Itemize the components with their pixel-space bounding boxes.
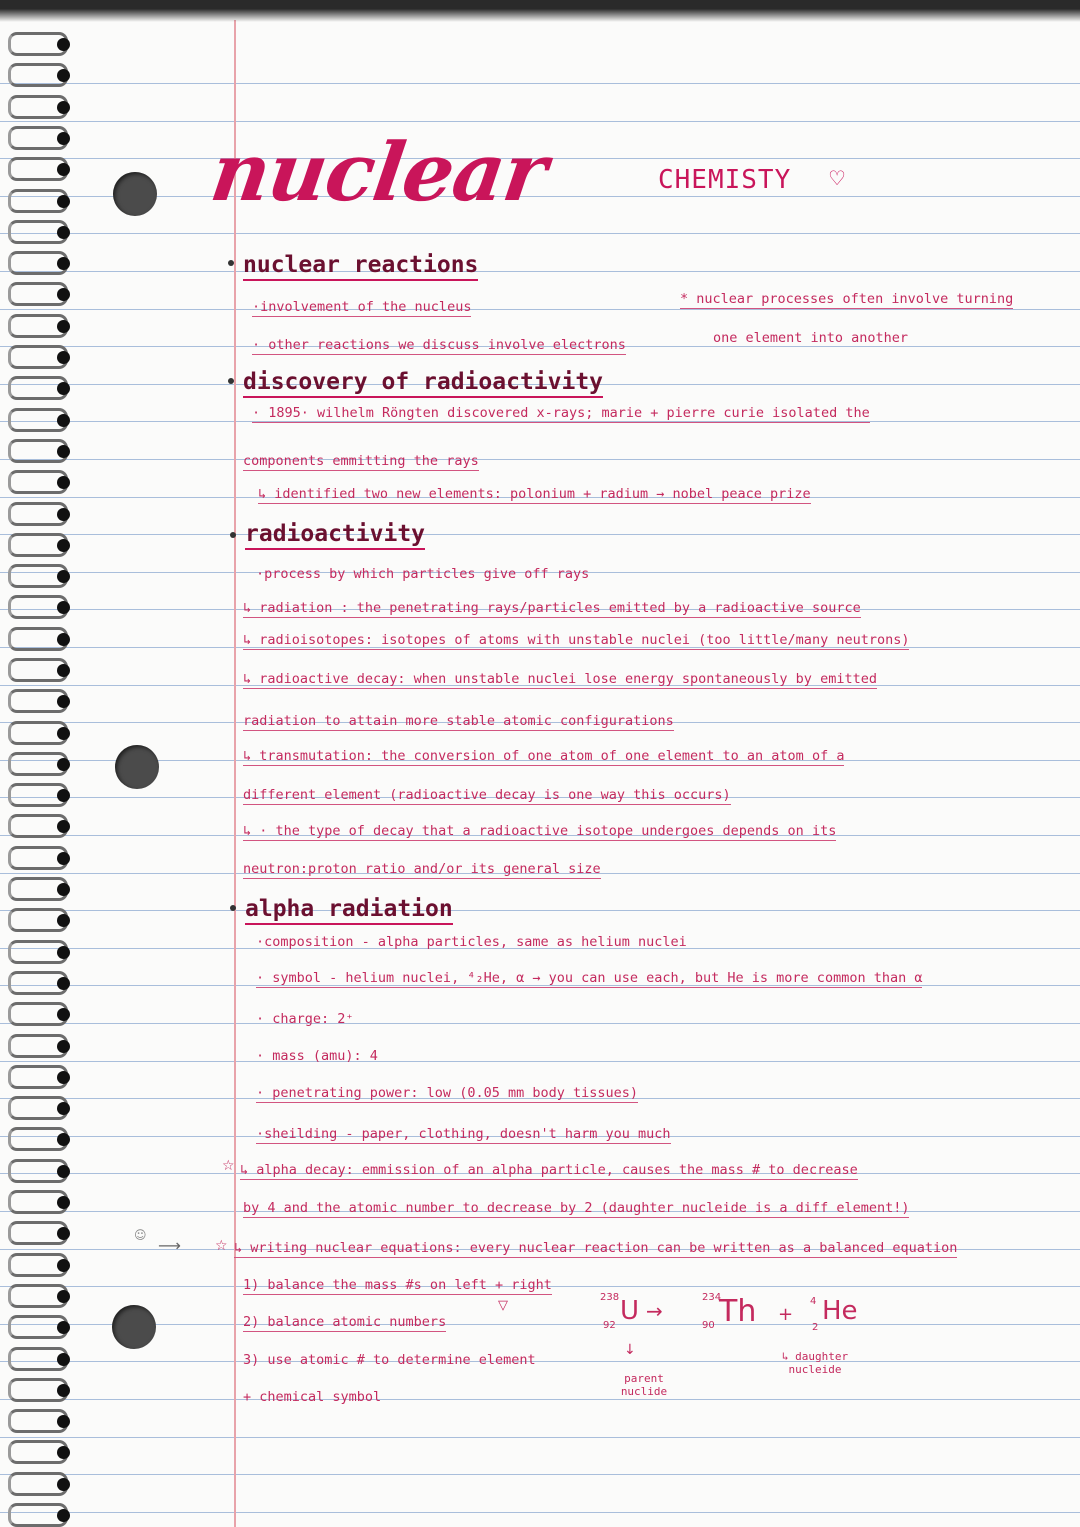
binding-hole <box>57 946 70 959</box>
note-line: components emmitting the rays <box>243 453 479 469</box>
note-line: · penetrating power: low (0.05 mm body tissues) <box>256 1085 639 1101</box>
note-line: ↳ radiation : the penetrating rays/particles emitted by a radioactive source <box>243 600 861 616</box>
note-line: ·composition - alpha particles, same as helium nuclei <box>256 934 687 950</box>
binding-hole <box>57 1133 70 1146</box>
step-line: 3) use atomic # to determine element <box>243 1352 536 1368</box>
binding-hole <box>57 1196 70 1209</box>
ruled-line <box>0 233 1080 234</box>
note-line: · symbol - helium nuclei, ⁴₂He, α → you can use each, but He is more common than α <box>256 970 923 986</box>
binding-hole <box>57 914 70 927</box>
binding-hole <box>57 883 70 896</box>
ruled-line <box>0 1512 1080 1513</box>
ruled-line <box>0 1061 1080 1062</box>
binding-hole <box>57 320 70 333</box>
margin-line <box>234 20 236 1527</box>
binding-hole <box>57 1071 70 1084</box>
reaction-arrow: → <box>646 1299 663 1323</box>
ruled-line <box>0 1361 1080 1362</box>
heading-alpha-radiation: alpha radiation <box>245 896 453 925</box>
u-atomic-number: 92 <box>603 1320 616 1331</box>
step-line: + chemical symbol <box>243 1389 382 1405</box>
top-edge-shadow <box>0 0 1080 22</box>
ruled-line <box>0 309 1080 310</box>
ruled-line <box>0 1437 1080 1438</box>
binding-hole <box>57 727 70 740</box>
ruled-line <box>0 1324 1080 1325</box>
smiley-icon: ☺ <box>134 1228 147 1242</box>
binding-hole <box>57 1353 70 1366</box>
note-line: · 1895· wilhelm Röngten discovered x-rays; marie + pierre curie isolated the <box>252 405 870 421</box>
binding-hole <box>57 69 70 82</box>
note-line: different element (radioactive decay is one way this occurs) <box>243 787 731 803</box>
binding-hole <box>57 539 70 552</box>
star-icon: ☆ <box>215 1238 228 1254</box>
binding-hole <box>57 1384 70 1397</box>
he-atomic-number: 2 <box>812 1322 819 1333</box>
bullet-dot <box>228 378 234 384</box>
down-arrow-icon: ↓ <box>624 1342 636 1358</box>
note-line: ·involvement of the nucleus <box>252 299 472 315</box>
binding-hole <box>57 414 70 427</box>
binding-hole <box>57 1415 70 1428</box>
plus-sign: + <box>778 1304 794 1325</box>
ruled-line <box>0 83 1080 84</box>
heading-nuclear-reactions: nuclear reactions <box>243 252 478 281</box>
ruled-line <box>0 1023 1080 1024</box>
heart-icon: ♡ <box>828 166 846 190</box>
ruled-line <box>0 1399 1080 1400</box>
binding-hole <box>57 1040 70 1053</box>
note-line: · charge: 2⁺ <box>256 1011 354 1027</box>
binding-hole <box>57 101 70 114</box>
binding-hole <box>57 1227 70 1240</box>
binding-hole <box>57 508 70 521</box>
binding-hole <box>57 1321 70 1334</box>
note-line: neutron:proton ratio and/or its general size <box>243 861 601 877</box>
binding-hole <box>57 633 70 646</box>
side-note: * nuclear processes often involve turning <box>680 291 1014 307</box>
bullet-dot <box>228 260 234 266</box>
note-line: ↳ transmutation: the conversion of one atom of one element to an atom of a <box>243 748 845 764</box>
binding-hole <box>57 1165 70 1178</box>
binding-hole <box>57 1259 70 1272</box>
note-line: ·sheilding - paper, clothing, doesn't harm you much <box>256 1126 671 1142</box>
note-line: ·process by which particles give off rays <box>256 566 590 582</box>
ruled-line <box>0 121 1080 122</box>
punch-hole-middle <box>115 745 159 789</box>
step-line: 1) balance the mass #s on left + right <box>243 1277 552 1293</box>
binding-hole <box>57 758 70 771</box>
bullet-dot <box>230 532 236 538</box>
binding-hole <box>57 163 70 176</box>
binding-hole <box>57 445 70 458</box>
binding-hole <box>57 977 70 990</box>
u-mass-number: 238 <box>600 1292 620 1303</box>
star-icon: ☆ <box>222 1158 235 1174</box>
ruled-line <box>0 271 1080 272</box>
binding-hole <box>57 257 70 270</box>
down-arrow-icon: ▽ <box>498 1298 508 1313</box>
binding-hole <box>57 1102 70 1115</box>
binding-hole <box>57 852 70 865</box>
note-line: ↳ radioisotopes: isotopes of atoms with unstable nuclei (too little/many neutrons) <box>243 632 910 648</box>
note-line: radiation to attain more stable atomic configurations <box>243 713 674 729</box>
parent-label: parent nuclide <box>620 1372 668 1398</box>
note-line: ↳ identified two new elements: polonium + radium → nobel peace prize <box>258 486 811 502</box>
binding-hole <box>57 351 70 364</box>
ruled-line <box>0 910 1080 911</box>
binding-hole <box>57 695 70 708</box>
page-title: nuclear <box>205 125 552 219</box>
binding-hole <box>57 664 70 677</box>
binding-hole <box>57 1446 70 1459</box>
binding-hole <box>57 226 70 239</box>
binding-hole <box>57 601 70 614</box>
daughter-label: ↳ daughter nucleide <box>781 1350 849 1376</box>
bullet-dot <box>230 905 236 911</box>
heading-discovery: discovery of radioactivity <box>243 369 603 398</box>
note-line: · mass (amu): 4 <box>256 1048 378 1064</box>
note-line: · other reactions we discuss involve electrons <box>252 337 626 353</box>
step-line: 2) balance atomic numbers <box>243 1314 447 1330</box>
binding-hole <box>57 1478 70 1491</box>
binding-hole <box>57 195 70 208</box>
he-symbol: He <box>822 1296 858 1326</box>
ruled-line <box>0 534 1080 535</box>
punch-hole-top <box>113 172 157 216</box>
arrow-icon: ⟶ <box>158 1236 181 1255</box>
binding-hole <box>57 570 70 583</box>
note-line: ↳ radioactive decay: when unstable nuclei lose energy spontaneously by emitted <box>243 671 877 687</box>
note-line: ↳ writing nuclear equations: every nuclear reaction can be written as a balanced equation <box>234 1240 958 1256</box>
ruled-line <box>0 1474 1080 1475</box>
note-line: ↳ alpha decay: emmission of an alpha particle, causes the mass # to decrease <box>240 1162 858 1178</box>
binding-hole <box>57 1008 70 1021</box>
th-symbol: Th <box>719 1294 757 1329</box>
binding-hole <box>57 1509 70 1522</box>
binding-hole <box>57 820 70 833</box>
binding-hole <box>57 789 70 802</box>
ruled-line <box>0 459 1080 460</box>
side-note: one element into another <box>713 330 909 346</box>
he-mass-number: 4 <box>810 1296 817 1307</box>
heading-radioactivity: radioactivity <box>245 521 425 550</box>
th-atomic-number: 90 <box>702 1320 715 1331</box>
binding-hole <box>57 476 70 489</box>
binding-hole <box>57 288 70 301</box>
binding-hole <box>57 1290 70 1303</box>
th-mass-number: 234 <box>702 1292 722 1303</box>
binding-hole <box>57 382 70 395</box>
page-subtitle: CHEMISTY <box>658 165 792 195</box>
u-symbol: U <box>620 1296 640 1326</box>
note-line: ↳ · the type of decay that a radioactive isotope undergoes depends on its <box>243 823 837 839</box>
punch-hole-bottom <box>112 1305 156 1349</box>
binding-hole <box>57 38 70 51</box>
note-line: by 4 and the atomic number to decrease by 2 (daughter nucleide is a diff element!) <box>243 1200 910 1216</box>
binding-hole <box>57 132 70 145</box>
